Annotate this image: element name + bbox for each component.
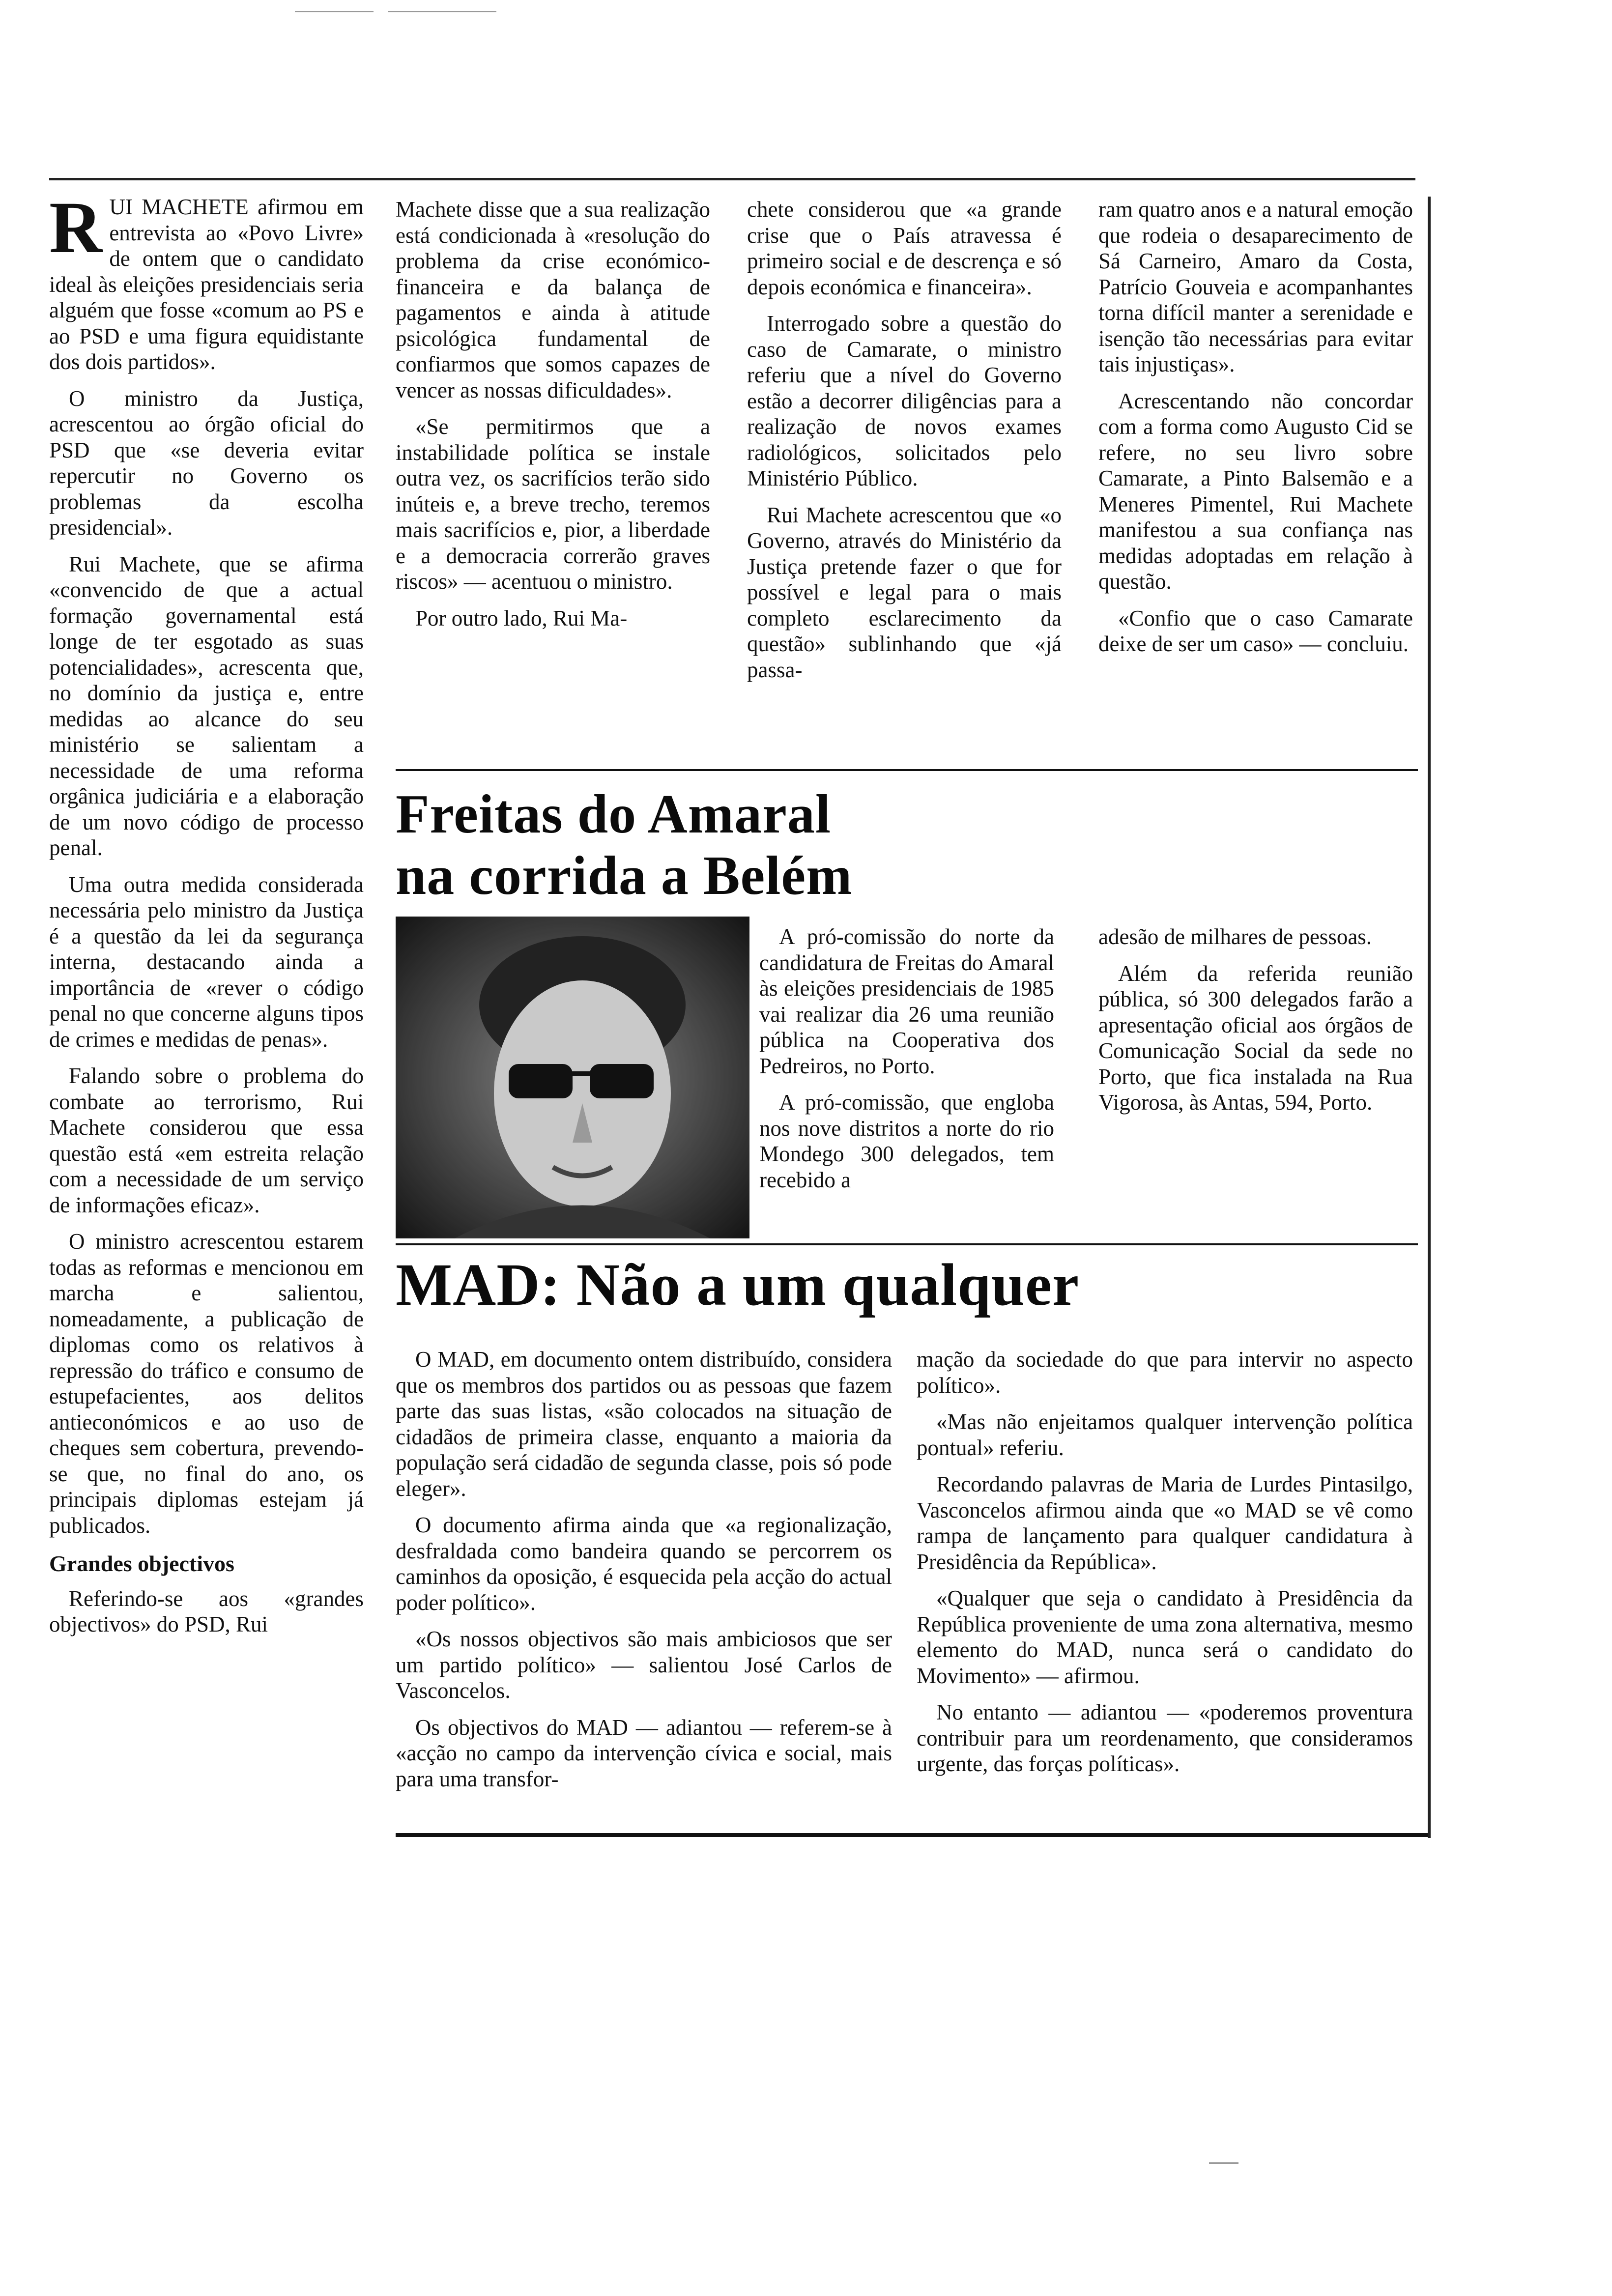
machete-col2-p2: «Se permitirmos que a instabilidade política se instale outra vez, os sacrifícios terão sido inúteis e, a breve trecho, teremos mais sacrifícios e, pior, a liberdade e a democracia correrão graves riscos» — acentuou o ministro. — [396, 414, 710, 594]
machete-col1-p6: O ministro acrescentou estarem todas as reformas e mencionou em marcha e salientou, nomeadamente, a publicação de diplomas como os relativos à repressão do tráfico e consumo de estupefacientes, aos delitos antieconómicos e ao uso de cheques sem cobertura, prevendo-se que, no final do ano, os principais diplomas estejam já publicados. — [49, 1229, 364, 1538]
machete-col1-p3: Rui Machete, que se afirma «convencido de que a actual formação governamental está longe de ter esgotado as suas potencialidades», acrescenta que, no domínio da justiça e, entre medidas ao alcance do seu ministério se salientam a necessidade de uma reforma orgânica judiciária e a elaboração de um novo código de processo penal. — [49, 551, 364, 860]
machete-col4-p2: Acrescentando não concordar com a forma como Augusto Cid se refere, no seu livro sobre Camarate, a Pinto Balsemão e a Meneres Pimentel, Rui Machete manifestou a sua confiança nas medidas adoptadas em relação à questão. — [1098, 388, 1413, 594]
header-rule-left — [295, 11, 374, 12]
freitas-headline-line1: Freitas do Amaral — [396, 784, 831, 845]
freitas-col1-p2: A pró-comissão, que engloba nos nove distritos a norte do rio Mondego 300 delegados, tem recebido a — [759, 1090, 1054, 1192]
dropcap-r: R — [49, 187, 103, 268]
machete-col1-p2: O ministro da Justiça, acrescentou ao órgão oficial do PSD que «se deveria evitar repercutir no Governo os problemas da escolha presidencial». — [49, 386, 364, 540]
mad-col1-p1: O MAD, em documento ontem distribuído, considera que os membros dos partidos ou as pessoas que fazem parte das suas listas, «são colocados na situação de cidadãos de primeira classe, enquanto a maioria da população será cidadão de segunda classe, pois só pode eleger». — [396, 1347, 892, 1501]
freitas-col1-p1: A pró-comissão do norte da candidatura de Freitas do Amaral às eleições presidenciais de 1985 vai realizar dia 26 uma reunião pública na Cooperativa dos Pedreiros, no Porto. — [759, 924, 1054, 1078]
header-rule-right — [388, 11, 496, 12]
machete-column-1 — [49, 187, 364, 1648]
mad-col1-p3: «Os nossos objectivos são mais ambiciosos que ser um partido político» — salientou José Carlos de Vasconcelos. — [396, 1627, 892, 1703]
top-rule — [49, 178, 1415, 180]
machete-col3-p1: chete considerou que «a grande crise que o País atravessa é primeiro social e de descrença e só depois económica e financeira». — [747, 197, 1062, 299]
machete-column-4 — [1098, 197, 1413, 668]
mad-column-2 — [917, 1347, 1413, 1788]
machete-col1-p1: UI MACHETE afirmou em entrevista ao «Povo Livre» de ontem que o candidato ideal às eleições presidenciais seria alguém que fosse «comum ao PS e ao PSD e uma figura equidistante dos dois partidos». — [49, 195, 364, 374]
subheading-grandes-objectivos: Grandes objectivos — [49, 1551, 234, 1576]
freitas-top-rule — [396, 769, 1418, 771]
machete-col3-p2: Interrogado sobre a questão do caso de Camarate, o ministro referiu que a nível do Governo estão a decorrer diligências para a realização de novos exames radiológicos, solicitados pelo Ministério Público. — [747, 311, 1062, 490]
freitas-column-1 — [759, 924, 1054, 1204]
mad-col2-p2: «Mas não enjeitamos qualquer intervenção política pontual» referiu. — [917, 1409, 1413, 1460]
mad-column-1 — [396, 1347, 892, 1803]
machete-col2-p3: Por outro lado, Rui Ma- — [415, 605, 628, 631]
machete-col4-p1: ram quatro anos e a natural emoção que rodeia o desaparecimento de Sá Carneiro, Amaro da Costa, Patrício Gouveia e acompanhantes torna difícil manter a serenidade e isenção tão necessárias para evitar tais injustiças». — [1098, 197, 1413, 376]
portrait-photo-icon — [396, 917, 749, 1238]
mad-col2-p3: Recordando palavras de Maria de Lurdes Pintasilgo, Vasconcelos afirmou ainda que «o MAD se vê como rampa de lançamento para qualquer candidatura à Presidência da República». — [917, 1472, 1413, 1574]
freitas-headline — [396, 784, 852, 907]
mad-col2-p1: mação da sociedade do que para intervir no aspecto político». — [917, 1347, 1413, 1398]
machete-col1-p5: Falando sobre o problema do combate ao terrorismo, Rui Machete considerou que essa questão está «em estreita relação com a necessidade de um serviço de informações eficaz». — [49, 1063, 364, 1217]
mad-top-rule — [396, 1243, 1418, 1245]
mad-col2-p5: No entanto — adiantou — «poderemos proventura contribuir para um reordenamento, que consideramos urgente, das forças políticas». — [917, 1700, 1413, 1776]
freitas-col2-p2: Além da referida reunião pública, só 300 delegados farão a apresentação oficial aos órgãos de Comunicação Social da sede no Porto, que fica instalada na Rua Vigorosa, às Antas, 594, Porto. — [1098, 961, 1413, 1115]
scan-mark — [1209, 2162, 1238, 2164]
mad-headline: MAD: Não a um qualquer — [396, 1252, 1080, 1318]
machete-column-2 — [396, 197, 710, 642]
mad-col1-p2: O documento afirma ainda que «a regionalização, desfraldada como bandeira quando se percorrem os caminhos da oposição, é esquecida pela acção do actual poder político». — [396, 1513, 892, 1615]
right-border — [1428, 197, 1431, 1838]
freitas-column-2 — [1098, 924, 1413, 1126]
portrait-photo — [396, 917, 749, 1238]
machete-col3-p3: Rui Machete acrescentou que «o Governo, através do Ministério da Justiça pretende fazer o que for possível e legal para o mais completo esclarecimento da questão» sublinhando que «já passa- — [747, 502, 1062, 682]
freitas-headline-line2: na corrida a Belém — [396, 845, 853, 906]
freitas-col2-p1: adesão de milhares de pessoas. — [1098, 924, 1372, 949]
machete-col1-p4: Uma outra medida considerada necessária pelo ministro da Justiça é a questão da lei da segurança interna, destacando ainda a importância de «rever o código penal no que concerne alguns tipos de crimes e medidas de penas». — [49, 872, 364, 1052]
machete-column-3 — [747, 197, 1062, 693]
machete-col1-end: Referindo-se aos «grandes objectivos» do PSD, Rui — [49, 1586, 364, 1636]
mad-col1-p4: Os objectivos do MAD — adiantou — referem-se à «acção no campo da intervenção cívica e social, mais para uma transfor- — [396, 1715, 892, 1791]
machete-col2-p1: Machete disse que a sua realização está condicionada à «resolução do problema da crise económico-financeira e da balança de pagamentos e ainda à atitude psicológica fundamental de confiarmos que somos capazes de vencer as nossas dificuldades». — [396, 197, 710, 402]
bottom-rule — [396, 1833, 1428, 1837]
mad-col2-p4: «Qualquer que seja o candidato à Presidência da República proveniente de uma zona alternativa, mesmo elemento do MAD, nunca será o candidato do Movimento» — afirmou. — [917, 1586, 1413, 1688]
machete-col4-p3: «Confio que o caso Camarate deixe de ser um caso» — concluiu. — [1098, 605, 1413, 656]
